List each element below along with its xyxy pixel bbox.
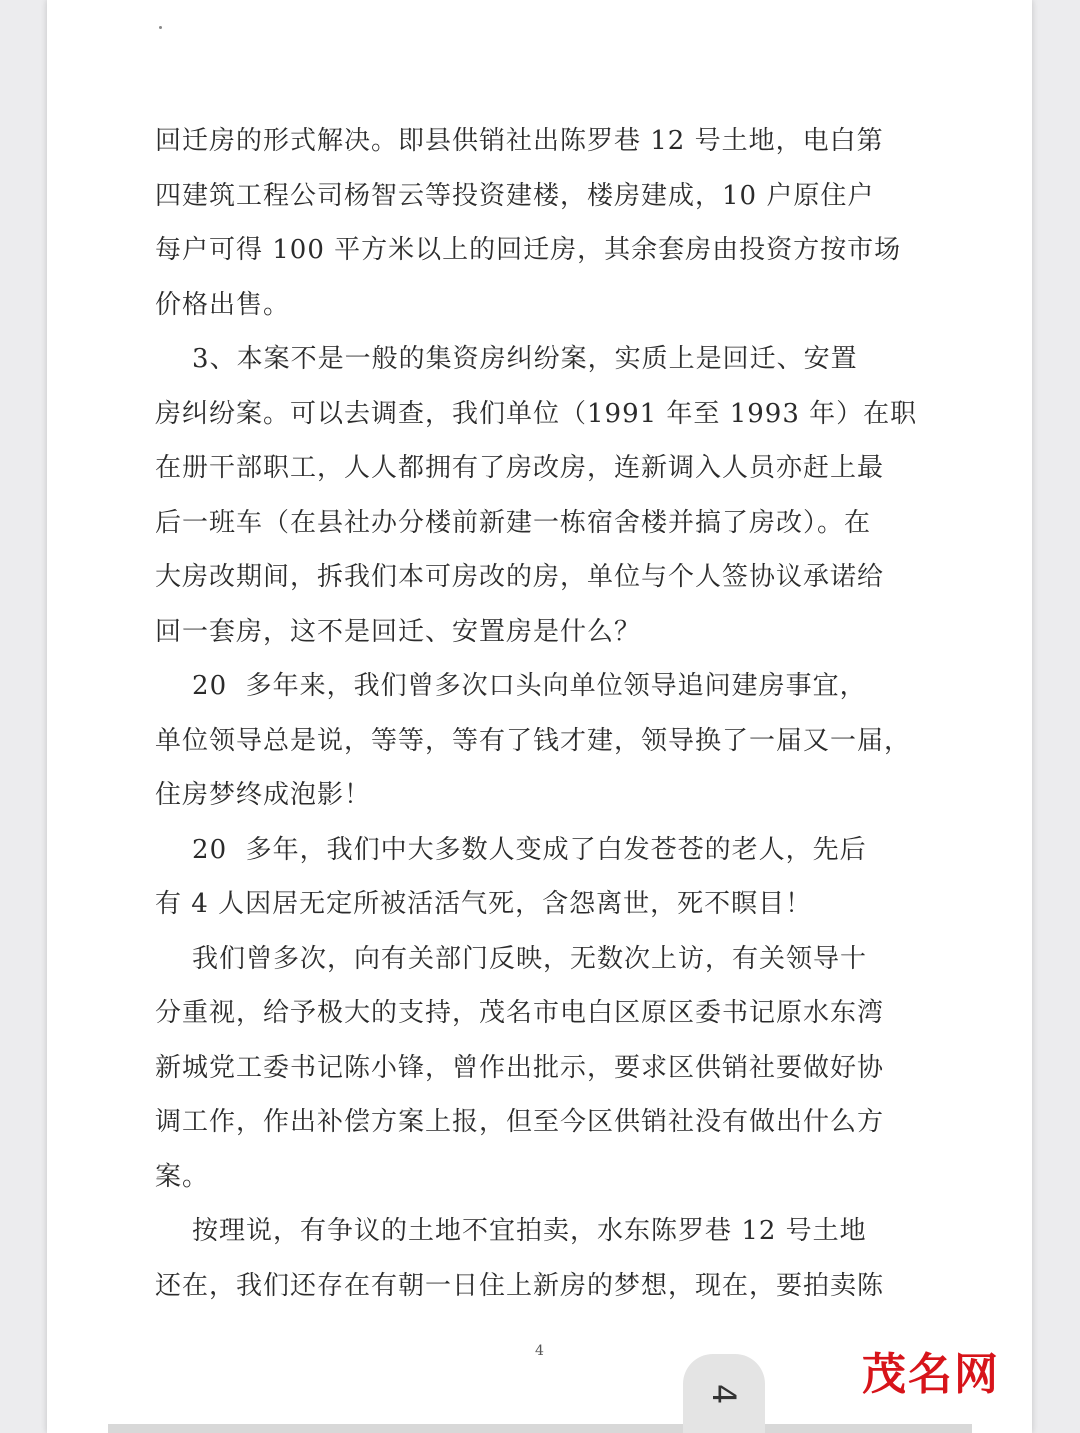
paragraph <box>155 659 915 823</box>
text-line: 我们曾多次，向有关部门反映，无数次上访，有关领导十 <box>155 943 868 974</box>
text-line: 价格出售。 <box>155 289 291 320</box>
paragraph <box>155 823 915 932</box>
text-line: 案。 <box>155 1161 210 1192</box>
text-line: 后一班车（在县社办分楼前新建一栋宿舍楼并搞了房改）。在 <box>155 507 872 538</box>
document-page <box>47 0 1032 1433</box>
page-indicator-label: 4 <box>704 1383 743 1404</box>
document-body <box>155 114 918 1313</box>
next-page-edge <box>108 1424 972 1433</box>
text-line: 有 4 人因居无定所被活活气死，含怨离世，死不瞑目！ <box>155 889 813 919</box>
text-line: 3、本案不是一般的集资房纠纷案，实质上是回迁、安置 <box>155 344 858 374</box>
paragraph <box>155 1204 915 1313</box>
page-number: 4 <box>535 1343 544 1359</box>
text-line: 单位领导总是说，等等，等有了钱才建，领导换了一届又一届， <box>155 725 912 756</box>
paragraph <box>155 932 915 1205</box>
text-line: 大房改期间，拆我们本可房改的房，单位与个人签协议承诺给 <box>155 562 885 592</box>
text-line: 住房梦终成泡影！ <box>155 780 372 810</box>
text-line: 新城党工委书记陈小锋，曾作出批示，要求区供销社要做好协 <box>155 1052 885 1083</box>
text-line: 分重视，给予极大的支持，茂名市电白区原区委书记原水东湾 <box>155 998 885 1028</box>
text-line: 还在，我们还存在有朝一日住上新房的梦想，现在，要拍卖陈 <box>155 1270 885 1301</box>
site-watermark: 茂名网 <box>862 1349 1000 1400</box>
text-line: 回迁房的形式解决。即县供销社出陈罗巷 12 号土地，电白第 <box>155 126 884 156</box>
text-line: 四建筑工程公司杨智云等投资建楼，楼房建成，10 户原住户 <box>155 180 875 211</box>
text-line: 20 多年，我们中大多数人变成了白发苍苍的老人，先后 <box>155 834 867 865</box>
page-indicator-tab[interactable] <box>683 1354 765 1433</box>
text-line: 回一套房，这不是回迁、安置房是什么？ <box>155 616 642 647</box>
paragraph <box>155 114 915 332</box>
text-line: 按理说，有争议的土地不宜拍卖，水东陈罗巷 12 号土地 <box>155 1216 867 1246</box>
text-line: 房纠纷案。可以去调查，我们单位（1991 年至 1993 年）在职 <box>155 398 918 429</box>
paragraph <box>155 332 918 659</box>
text-line: 20 多年来，我们曾多次口头向单位领导追问建房事宜， <box>155 671 867 701</box>
text-line: 每户可得 100 平方米以上的回迁房，其余套房由投资方按市场 <box>155 235 902 265</box>
text-line: 在册干部职工，人人都拥有了房改房，连新调入人员亦赶上最 <box>155 453 885 483</box>
scan-speck <box>159 26 162 29</box>
text-line: 调工作，作出补偿方案上报，但至今区供销社没有做出什么方 <box>155 1107 885 1137</box>
